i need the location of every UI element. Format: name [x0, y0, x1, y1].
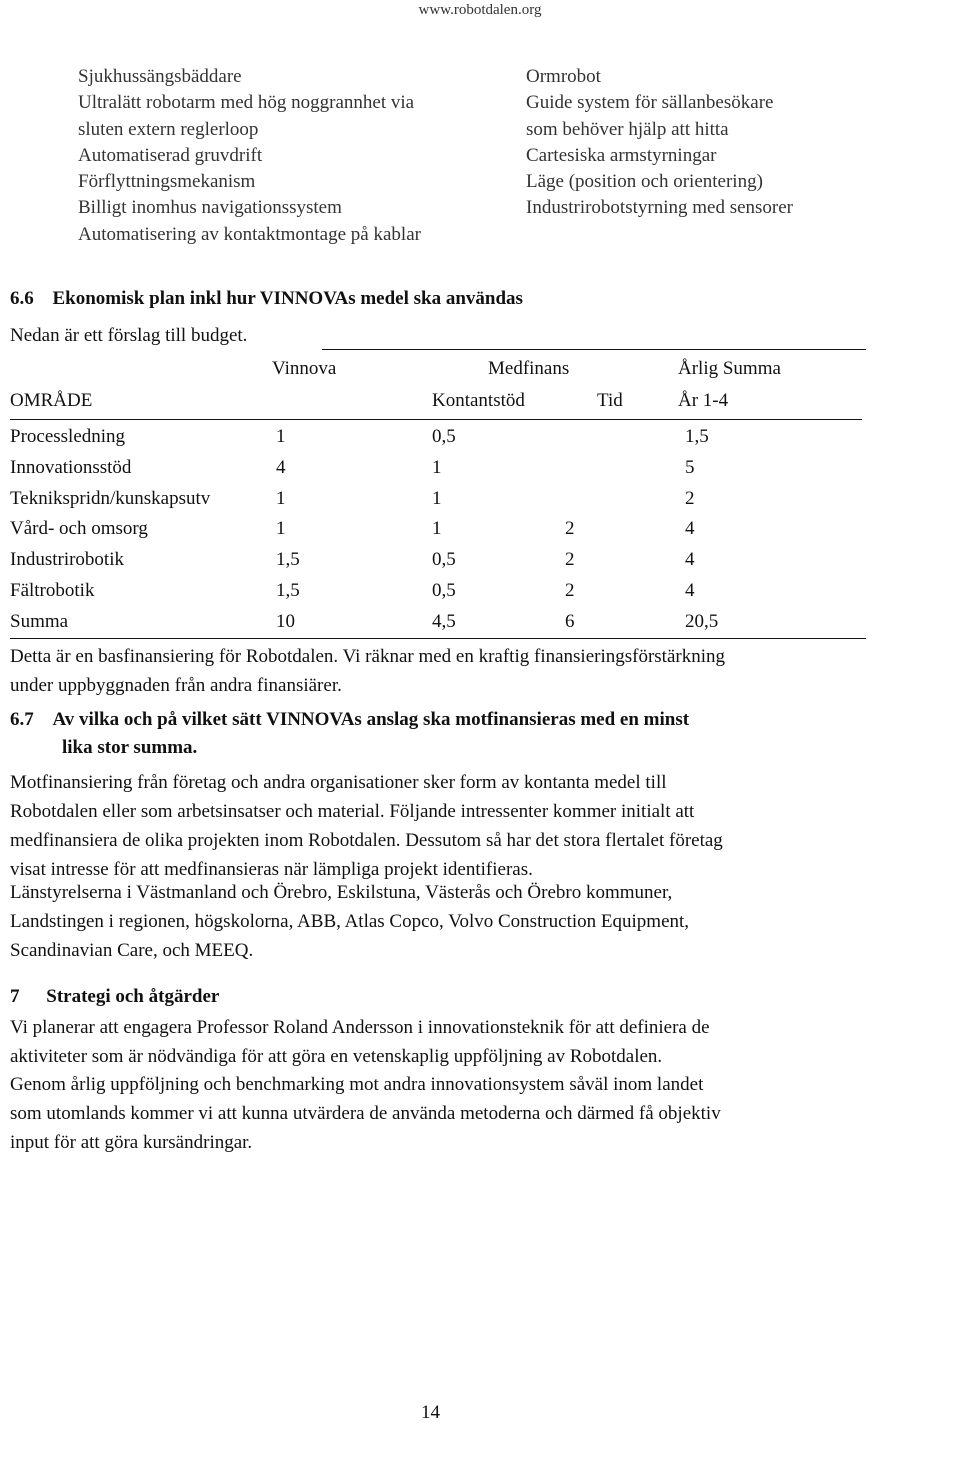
- cell-summa: 2: [685, 488, 695, 509]
- list-item: Automatisering av kontaktmontage på kablar: [78, 223, 421, 245]
- section-number: 6.7: [10, 709, 34, 730]
- section-number: 7: [10, 986, 20, 1007]
- table-header-rule: [10, 419, 862, 420]
- section-6-7-heading: [10, 709, 689, 731]
- cell-vinnova: 1: [276, 426, 286, 447]
- cell-kontant: 1: [432, 488, 442, 509]
- cell-summa: 1,5: [685, 426, 709, 447]
- cell-kontant: 0,5: [432, 426, 456, 447]
- list-item: Sjukhussängsbäddare: [78, 66, 242, 87]
- cell-vinnova: 1: [276, 518, 286, 539]
- col-header-arlig-summa: Årlig Summa: [678, 358, 781, 379]
- list-item: Ultralätt robotarm med hög noggrannhet via: [78, 92, 415, 114]
- strategy-paragraph-2: [10, 1070, 890, 1157]
- cell-tid: 2: [565, 549, 575, 570]
- section-title-continued: lika stor summa.: [62, 737, 198, 758]
- cell-summa: 4: [685, 518, 695, 539]
- section-7-heading: [10, 986, 219, 1008]
- list-item: sluten extern reglerloop: [78, 118, 259, 140]
- list-item: Förflyttningsmekanism: [78, 171, 256, 193]
- cell-vinnova: 1: [276, 488, 286, 509]
- col-header-kontantstod: Kontantstöd: [432, 390, 525, 411]
- cell-area: Processledning: [10, 426, 126, 447]
- list-item: som behöver hjälp att hitta: [526, 118, 729, 140]
- cell-area: Teknikspridn/kunskapsutv: [10, 488, 211, 509]
- cell-summa: 20,5: [685, 611, 719, 632]
- cell-vinnova: 1,5: [276, 580, 300, 601]
- header-url: www.robotdalen.org: [418, 2, 542, 18]
- cell-vinnova: 1,5: [276, 549, 300, 570]
- cell-area: Summa: [10, 611, 69, 632]
- cell-kontant: 4,5: [432, 611, 456, 632]
- cell-kontant: 0,5: [432, 549, 456, 570]
- col-header-omrade: OMRÅDE: [10, 390, 93, 411]
- cell-area: Fältrobotik: [10, 580, 95, 601]
- cell-area: Vård- och omsorg: [10, 518, 148, 539]
- cofinancing-paragraph: [10, 768, 890, 884]
- section-title: Strategi och åtgärder: [46, 986, 220, 1007]
- text-line: Robotdalen eller som arbetsinsatser och material. Följande intressenter kommer initialt att: [10, 801, 695, 822]
- text-line: under uppbyggnaden från andra finansiärer.: [10, 675, 342, 696]
- section-title: Av vilka och på vilket sätt VINNOVAs anslag ska motfinansieras med en minst: [52, 709, 690, 730]
- section-title: Ekonomisk plan inkl hur VINNOVAs medel ska användas: [52, 288, 523, 309]
- list-item: Industrirobotstyrning med sensorer: [526, 197, 794, 219]
- stakeholders-paragraph: [10, 878, 890, 965]
- cell-kontant: 1: [432, 518, 442, 539]
- text-line: Länstyrelserna i Västmanland och Örebro, Eskilstuna, Västerås och Örebro kommuner,: [10, 882, 673, 903]
- col-header-tid: Tid: [597, 390, 623, 411]
- strategy-paragraph-1: [10, 1013, 890, 1071]
- budget-intro: Nedan är ett förslag till budget.: [10, 325, 248, 346]
- list-item: Billigt inomhus navigationssystem: [78, 197, 342, 219]
- cell-vinnova: 10: [276, 611, 295, 632]
- list-item: Cartesiska armstyrningar: [526, 144, 717, 166]
- cell-summa: 4: [685, 549, 695, 570]
- list-item: Automatiserad gruvdrift: [78, 144, 263, 166]
- cell-kontant: 0,5: [432, 580, 456, 601]
- financing-note: [10, 642, 890, 700]
- text-line: medfinansiera de olika projekten inom Robotdalen. Dessutom så har det stora flertalet företag: [10, 830, 723, 851]
- col-header-vinnova: Vinnova: [272, 358, 337, 379]
- section-number: 6.6: [10, 288, 34, 309]
- list-item: Läge (position och orientering): [526, 171, 763, 193]
- col-header-ar: År 1-4: [678, 390, 729, 411]
- text-line: som utomlands kommer vi att kunna utvärdera de använda metoderna och därmed få objektiv: [10, 1103, 721, 1124]
- list-item: Ormrobot: [526, 66, 601, 87]
- cell-kontant: 1: [432, 457, 442, 478]
- list-item: Guide system för sällanbesökare: [526, 92, 774, 114]
- text-line: Landstingen i regionen, högskolorna, ABB, Atlas Copco, Volvo Construction Equipment,: [10, 911, 690, 932]
- right-project-list: [526, 64, 793, 222]
- page-number: 14: [421, 1402, 440, 1423]
- section-6-6-heading: [10, 288, 523, 310]
- cell-tid: 2: [565, 580, 575, 601]
- cell-summa: 4: [685, 580, 695, 601]
- col-header-medfinans: Medfinans: [488, 358, 570, 379]
- cell-vinnova: 4: [276, 457, 286, 478]
- text-line: aktiviteter som är nödvändiga för att göra en vetenskaplig uppföljning av Robotdalen.: [10, 1046, 663, 1067]
- table-bottom-rule: [10, 638, 866, 639]
- text-line: Motfinansiering från företag och andra organisationer sker form av kontanta medel till: [10, 772, 667, 793]
- table-top-rule: [322, 349, 866, 350]
- cell-area: Industrirobotik: [10, 549, 124, 570]
- cell-summa: 5: [685, 457, 695, 478]
- text-line: Detta är en basfinansiering för Robotdalen. Vi räknar med en kraftig finansieringsförstärkning: [10, 646, 726, 667]
- text-line: Vi planerar att engagera Professor Roland Andersson i innovationsteknik för att definiera de: [10, 1017, 710, 1038]
- cell-area: Innovationsstöd: [10, 457, 132, 478]
- text-line: Scandinavian Care, och MEEQ.: [10, 940, 254, 961]
- text-line: Genom årlig uppföljning och benchmarking mot andra innovationsystem såväl inom landet: [10, 1074, 704, 1095]
- left-project-list: [78, 64, 421, 248]
- text-line: input för att göra kursändringar.: [10, 1132, 253, 1153]
- text-line: visat intresse för att medfinansieras när lämpliga projekt identifieras.: [10, 859, 533, 880]
- cell-tid: 2: [565, 518, 575, 539]
- cell-tid: 6: [565, 611, 575, 632]
